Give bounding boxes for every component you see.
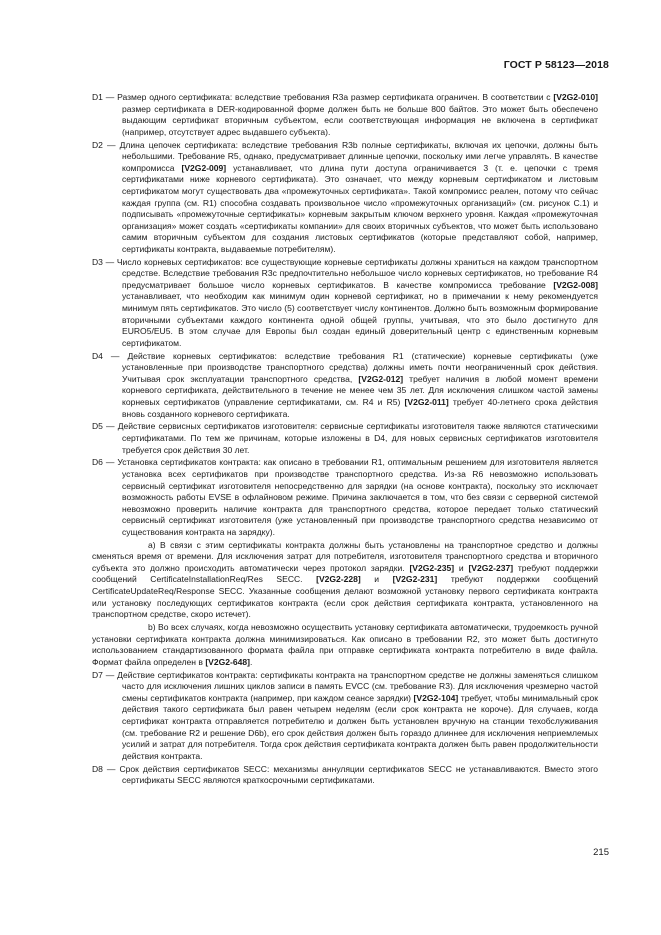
- paragraph-text: требует 40-летнего срока действия вновь созданного корневого сертификата.: [122, 397, 598, 419]
- document-body: [92, 92, 598, 788]
- requirement-reference: [V2G2-648]: [205, 656, 250, 667]
- paragraph-text: и: [360, 574, 393, 585]
- paragraph-text: D7 — Действие сертификатов контракта: сертификаты контракта на транспортном средстве не должны заменяться слишком часто для исключения лишних циклов записи в память EVCC (см. требование R3). Для исключения чрезмерно частой смены сертификатов контракта (например, при каждом сеансе зарядки): [92, 669, 598, 703]
- requirement-reference: [V2G2-010]: [553, 92, 598, 102]
- paragraph-d2: [92, 140, 598, 256]
- requirement-reference: [V2G2-009]: [181, 162, 227, 173]
- paragraph-text: D8 — Срок действия сертификатов SECC: механизмы аннуляции сертификатов SECC не устанавливаются. Вместо этого сертификаты SECC являются краткосрочными сертификатами.: [92, 763, 598, 786]
- paragraph-text: a) В связи с этим сертификаты контракта должны быть установлены на транспортное средство и должны сменяться время от времени. Для исключения затрат для потребителя, изготовителя транспортного средства и вторичного субъекта это должно происходить автоматически через протокол зарядки.: [92, 539, 598, 573]
- paragraph-d8: [92, 764, 598, 787]
- requirement-reference: [V2G2-228]: [316, 574, 361, 585]
- paragraph-text: D3 — Число корневых сертификатов: все существующие корневые сертификаты должны храниться на каждом транспортном средстве. Вследствие требования R3c предпочтительно небольшое число корневых сертификатов, но требование R4 предусматривает большое число корневых сертификатов. В качестве компромисса требование: [92, 256, 598, 290]
- paragraph-text: .: [249, 656, 253, 667]
- paragraph-text: D4 — Действие корневых сертификатов: вследствие требования R1 (статические) корневые сертификаты (уже установленные при производстве транспортного средства) должны иметь почти неограниченный срок действия. Учитывая срок эксплуатации транспортного средства,: [92, 350, 598, 384]
- paragraph-text: требуют поддержки сообщений CertificateInstallationReq/Res SECC.: [92, 562, 598, 585]
- paragraph-text: D2 — Длина цепочек сертификата: вследствие требования R3b полные сертификаты, включая их цепочки, должны быть небольшими. Требование R5, однако, предусматривает длинные цепочки, поскольку ими легче управлять. В качестве компромисса: [92, 139, 598, 173]
- paragraph-text: b) Во всех случаях, когда невозможно осуществить установку сертификата автоматически, трудоемкость ручной установки сертификата контракта должна минимизироваться. Как описано в требовании R2, это может быть достигнуто использованием стандартизованного формата файла при отправке сертификата контракта потребителю в виде файла. Формат файла определен в: [92, 622, 598, 667]
- paragraph-text: требуют поддержки сообщений CertificateUpdateReq/Response SECC. Указанные сообщения делают возможной установку первого сертификата контракта или установку последующих сертификатов контракта (если срок действия сертификата контракта, установленного на транспортном средстве, скоро истечет).: [92, 574, 599, 620]
- paragraph-text: D6 — Установка сертификатов контракта: как описано в требовании R1, оптимальным решением для изготовителя является установка всех сертификатов при производстве транспортного средства. Из-за R6 невозможно использовать сервисный сертификат изготовителя непосредственно для зарядки (на основе контракта), поскольку это исключает возможность работы EVSE в офлайновом режиме. Причина заключается в том, что без связи с серверной системой невозможно проверить наличие контракта для транспортного средства, которое передает только статический сервисный сертификат изготовителя (уже установленный при производстве транспортного средства независимо от существования контракта на зарядку).: [92, 457, 598, 537]
- paragraph-text: требует, чтобы минимальный срок действия такого сертификата был равен четырем неделям (если срок контракта не короче). Для случаев, когда сертификат контракта отправляется потребителю и должен быть установлен вручную на станции техобслуживания (см. требование R2 и решение D6b), его срок действия должен быть гораздо длиннее для исключения неприемлемых усилий и затрат для потребителя. Тогда срок действия сертификата контракта должен быть равен продолжительности действия контракта.: [122, 692, 599, 761]
- paragraph-d3: [92, 257, 598, 350]
- paragraph-d4: [92, 351, 598, 421]
- paragraph-text: размер сертификата в DER-кодированной форме должен быть не больше 800 байтов. Это может быть обеспечено выдающим сертификат вторичным субъектом, если соответствующая информация не включена в сертификат (например, отсутствует адрес выдавшего субъекта).: [122, 103, 598, 137]
- paragraph-text: D1 — Размер одного сертификата: вследствие требования R3a размер сертификата ограничен. В соответствии с: [92, 92, 554, 102]
- paragraph-d6: [92, 457, 598, 538]
- paragraph-d7: [92, 670, 598, 763]
- paragraph-text: D5 — Действие сервисных сертификатов изготовителя: сервисные сертификаты изготовителя также являются статическими сертификатами. По тем же причинам, которые изложены в D4, для новых сервисных сертификатов изготовителя требуется срок действия 30 лет.: [92, 421, 598, 455]
- paragraph-d1: [92, 92, 598, 138]
- requirement-reference: [V2G2-008]: [553, 279, 598, 290]
- requirement-reference: [V2G2-237]: [468, 562, 514, 573]
- paragraph-text: и: [454, 562, 469, 573]
- paragraph-d6-b: [92, 622, 598, 668]
- page-number: 215: [593, 847, 609, 858]
- requirement-reference: [V2G2-235]: [409, 562, 455, 573]
- standard-header: ГОСТ Р 58123—2018: [503, 59, 609, 71]
- paragraph-d6-a: [92, 540, 598, 621]
- requirement-reference: [V2G2-011]: [404, 397, 449, 407]
- requirement-reference: [V2G2-012]: [358, 373, 404, 384]
- paragraph-text: требует наличия в любой момент времени корневого сертификата, действительного в течение не менее чем 35 лет. Для исключения слишком частой замены корневых сертификатов (управление сертификатами, см. R4 и R5): [122, 373, 598, 407]
- paragraph-d5: [92, 421, 598, 456]
- paragraph-text: устанавливает, что необходим как минимум один корневой сертификат, но в примечании к нему рекомендуется минимум пять сертификатов. Это число (5) соответствует числу континентов. Должно быть возможным формирование вторичными субъектами каждого континента одной общей группы, учитывая, что это было достигнуто для EURO5/EU5. В этом случае для Европы был создан единый доверительный центр с единственным корневым сертификатом.: [122, 291, 598, 348]
- requirement-reference: [V2G2-104]: [413, 692, 459, 703]
- paragraph-text: устанавливает, что длина пути доступа ограничивается 3 (т. е. цепочки с тремя сертификатами ниже корневого сертификата). Это означает, что между корневым сертификатом и листовым сертификатом могут существовать два «промежуточных сертификата». Такой компромисс реален, потому что сейчас каждая группа (см. R1) способна создавать произвольное число «промежуточных организаций» (см. рисунок С.1) и подписывать «промежуточные сертификаты» корневым закрытым ключом верхнего уровня. Каждая «промежуточная организация» может создать «сертификаты компании» для своих вторичных субъектов, что может быть использовано самим вторичным субъектом для создания листовых сертификатов (которые представляют собой, например, сертификаты контракта, выдаваемые потребителям).: [122, 162, 598, 254]
- requirement-reference: [V2G2-231]: [392, 574, 438, 585]
